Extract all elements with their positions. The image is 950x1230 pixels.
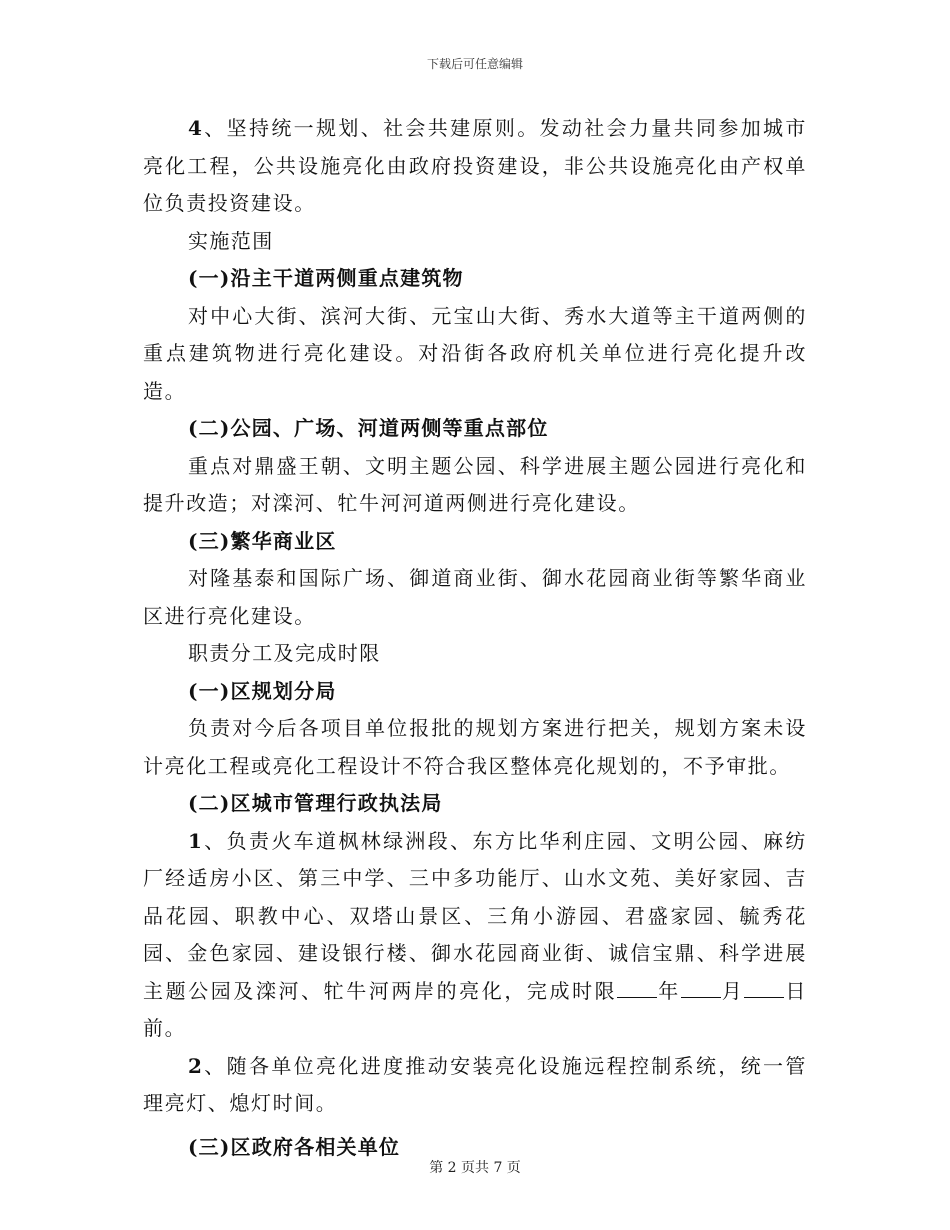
label-day: 日前。	[143, 978, 807, 1040]
heading-parks-squares: (二)公园、广场、河道两侧等重点部位	[188, 416, 549, 440]
section-title-duties: 职责分工及完成时限	[188, 641, 381, 665]
blank-line-month	[681, 979, 721, 998]
paragraph-planning-bureau: 负责对今后各项目单位报批的规划方案进行把关，规划方案未设计亮化工程或亮化工程设计不符合我区整体亮化规划的，不予审批。	[143, 716, 807, 778]
item-number: 1	[188, 828, 204, 853]
heading-urban-management: (二)区城市管理行政执法局	[188, 791, 443, 815]
blank-line-day	[744, 979, 784, 998]
item-number: 4	[188, 116, 204, 140]
heading-government-units: (三)区政府各相关单位	[188, 1134, 401, 1159]
document-body	[143, 110, 807, 1166]
label-month: 月	[720, 978, 745, 1003]
paragraph-principle-4	[143, 110, 807, 223]
paragraph-main-roads: 对中心大街、滨河大街、元宝山大街、秀水大道等主干道两侧的重点建筑物进行亮化建设。对沿街各政府机关单位进行亮化提升改造。	[143, 303, 807, 403]
blank-line-year	[617, 979, 657, 998]
paragraph-text: 、负责火车道枫林绿洲段、东方比华利庄园、文明公园、麻纺厂经适房小区、第三中学、三中多功能厅、山水文苑、美好家园、吉品花园、职教中心、双塔山景区、三角小游园、君盛家园、毓秀花园、金色家园、建设银行楼、御水花园商业街、诚信宝鼎、科学进展主题公园及滦河、牤牛河两岸的亮化，完成时限	[143, 828, 807, 1003]
heading-planning-bureau: (一)区规划分局	[188, 678, 337, 703]
paragraph-text: 、坚持统一规划、社会共建原则。发动社会力量共同参加城市亮化工程，公共设施亮化由政府投资建设，非公共设施亮化由产权单位负责投资建设。	[143, 116, 807, 215]
paragraph-commercial-district: 对隆基泰和国际广场、御道商业街、御水花园商业街等繁华商业区进行亮化建设。	[143, 566, 807, 628]
label-year: 年	[657, 978, 681, 1003]
paragraph-parks-squares: 重点对鼎盛王朝、文明主题公园、科学进展主题公园进行亮化和提升改造；对滦河、牤牛河河道两侧进行亮化建设。	[143, 453, 807, 515]
paragraph-text: 、随各单位亮化进度推动安装亮化设施远程控制系统，统一管理亮灯、熄灯时间。	[143, 1053, 807, 1115]
section-title-scope: 实施范围	[188, 228, 274, 253]
page-footer: 第 2 页共 7 页	[429, 1160, 521, 1176]
heading-commercial-district: (三)繁华商业区	[188, 528, 337, 553]
heading-main-roads: (一)沿主干道两侧重点建筑物	[188, 266, 464, 290]
paragraph-urban-management-item-1	[143, 823, 807, 1048]
item-number: 2	[188, 1053, 204, 1078]
paragraph-urban-management-item-2	[143, 1048, 807, 1123]
page-header: 下载后可任意编辑	[426, 57, 523, 71]
